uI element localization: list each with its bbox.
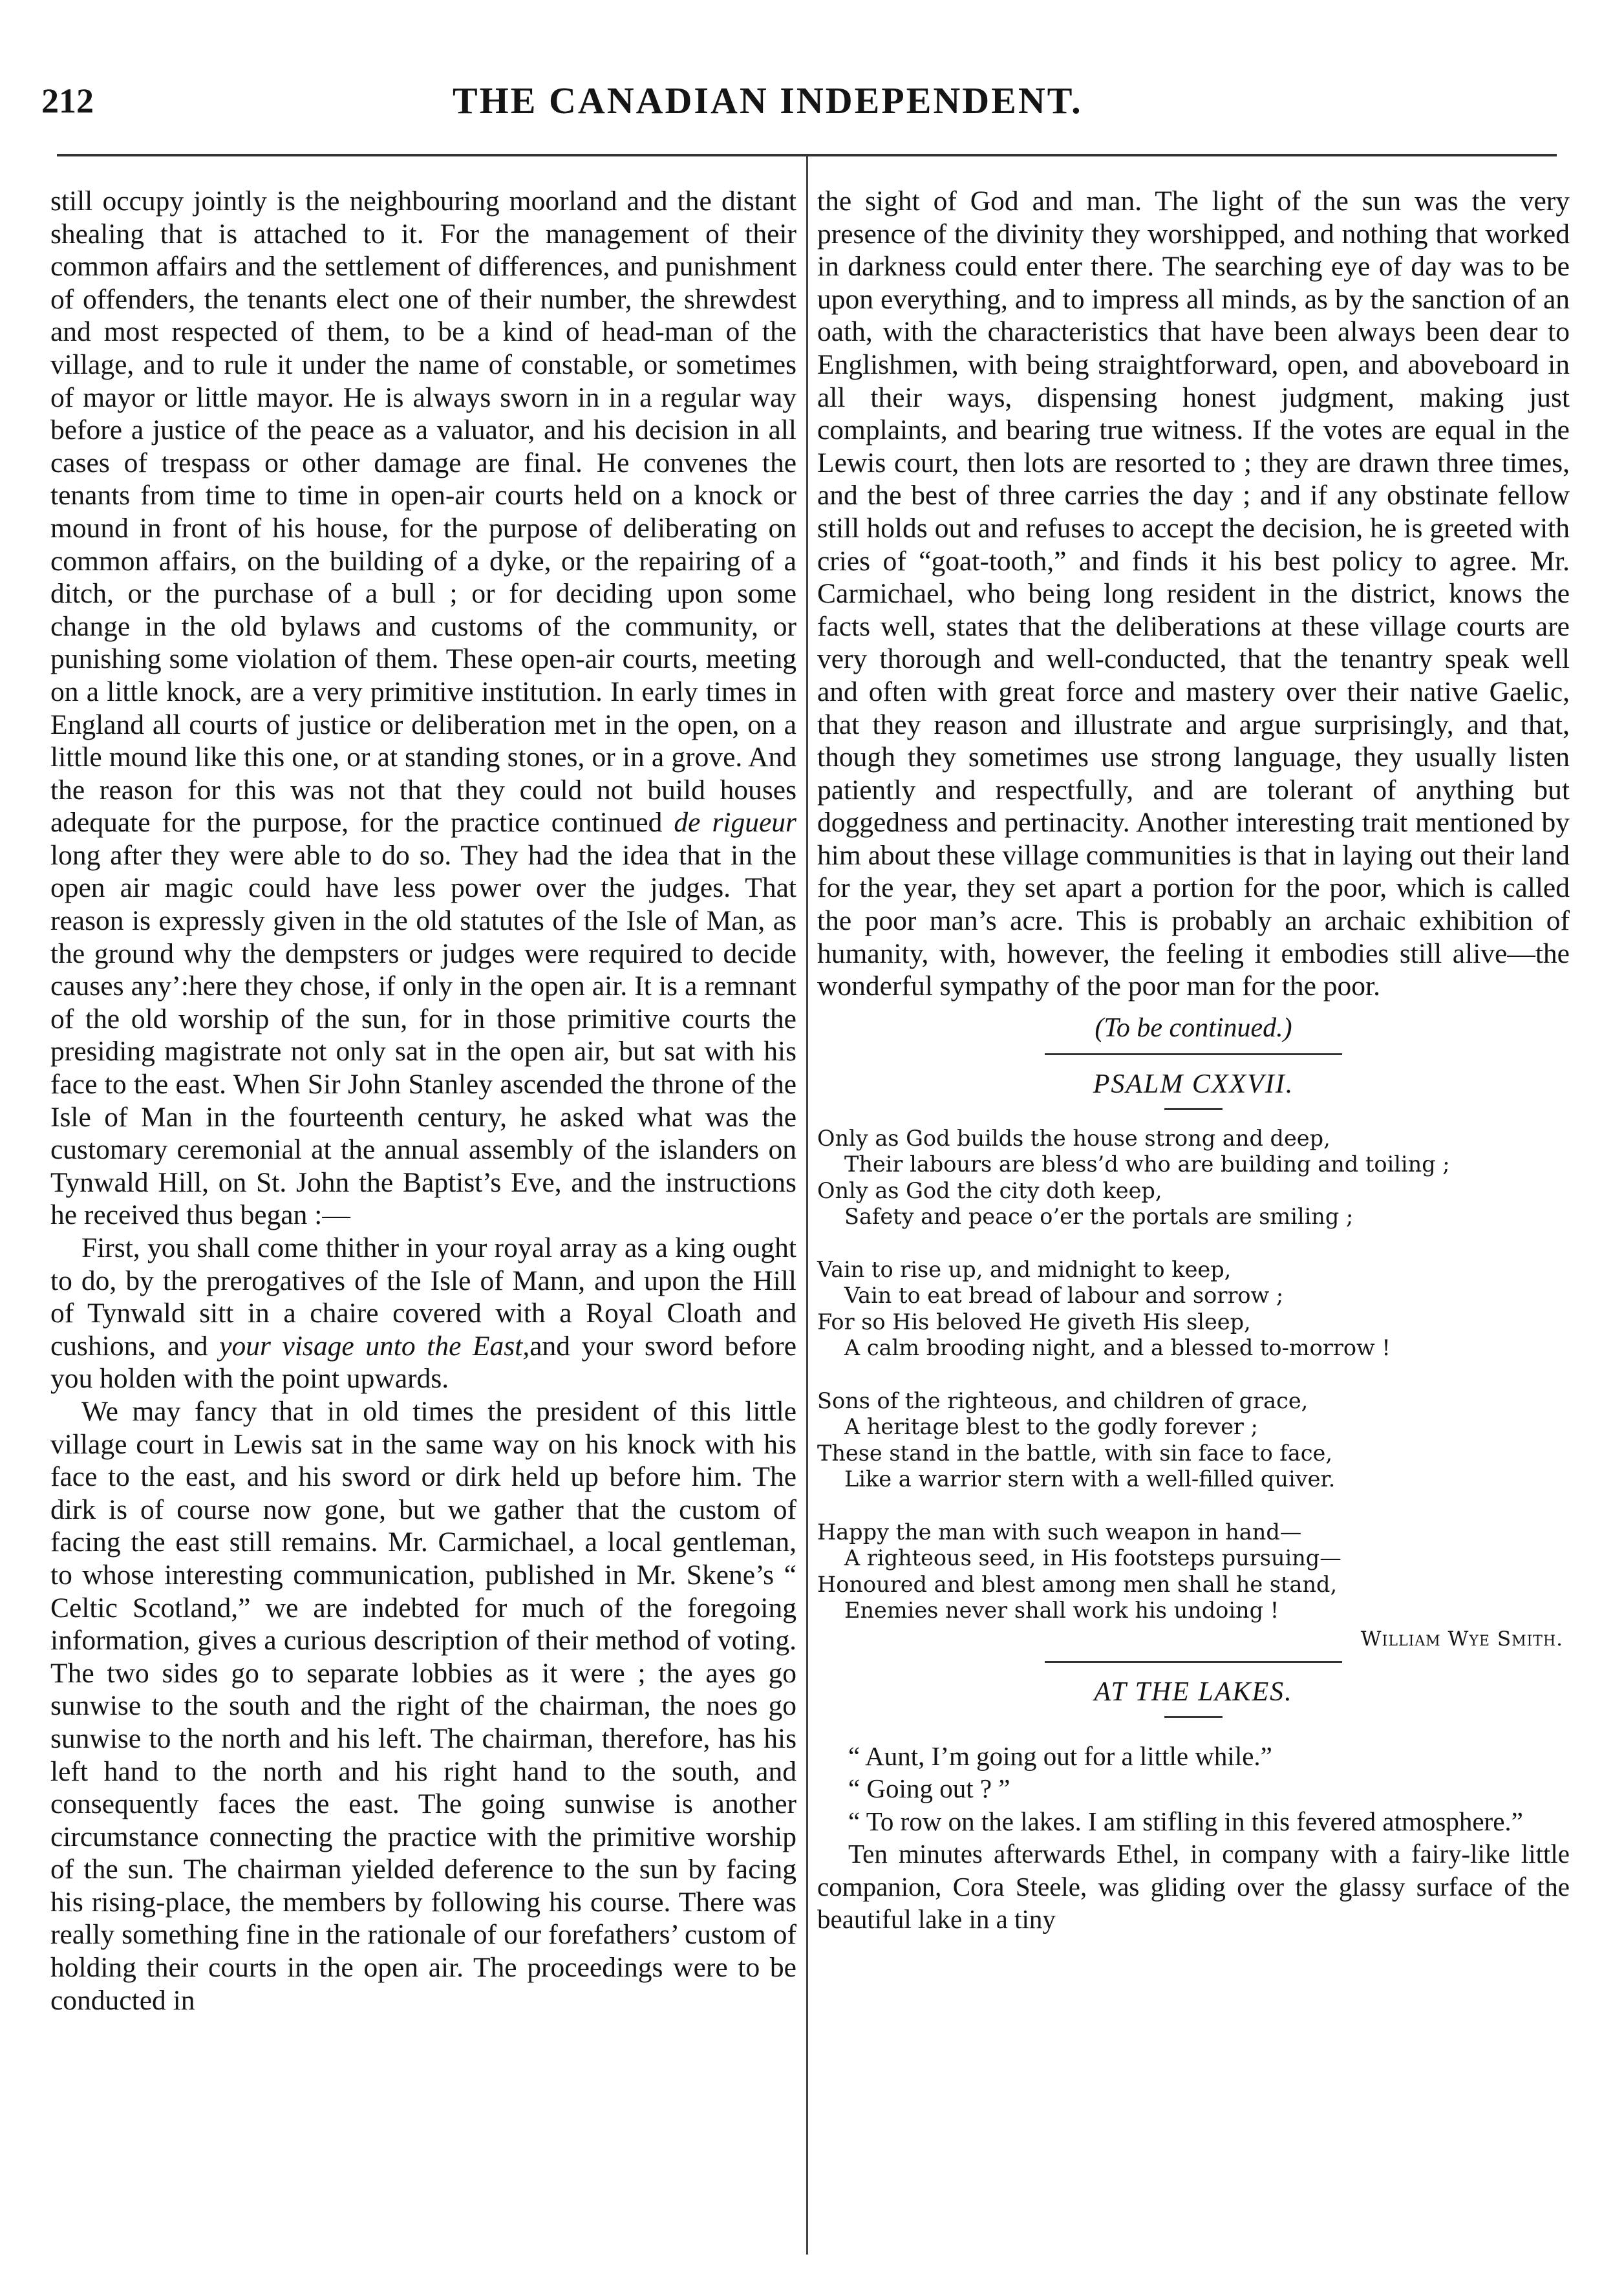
poem-line: A righteous seed, in His footsteps pursuing—: [844, 1545, 1341, 1571]
poem-line: Vain to eat bread of labour and sorrow ;: [844, 1283, 1284, 1309]
paragraph-text: long after they were able to do so. They had the idea that in the open air magic could have less power over the judges. That reason is expressly given in the old statutes of the Isle of Man, as the ground why the dempsters or judges were required to decide causes any’:here they chose, if only in the open air. It is a remnant of the old worship of the sun, for in those primitive courts the presiding magistrate not only sat in the open air, but sat with his face to the east. When Sir John Stanley ascended the throne of the Isle of Man in the fourteenth century, he asked what was the customary ceremonial at the annual assembly of the islanders on Tynwald Hill, on St. John the Baptist’s Eve, and the instructions he received thus began :—: [50, 839, 796, 1231]
poem-title: PSALM CXXVII.: [1093, 1069, 1294, 1099]
section-rule: [1045, 1053, 1342, 1055]
column-divider: [806, 156, 808, 2255]
poem-stanza: [817, 1388, 1570, 1493]
story-paragraph: “ Going out ? ”: [848, 1774, 1010, 1804]
poem-line: Their labours are bless’d who are building and toiling ;: [844, 1152, 1450, 1177]
poem-line: Honoured and blest among men shall he stand,: [817, 1571, 1338, 1597]
poem-line: Happy the man with such weapon in hand—: [817, 1519, 1302, 1545]
paragraph-text: First, you shall come thither in your royal array as a king ought to do, by the prerogatives of the Isle of Mann, and upon the Hill of Tynwald sitt in a chaire covered with a Royal Cloath and cushions, and: [50, 1232, 796, 1362]
left-column: [50, 185, 796, 2017]
story-title: AT THE LAKES.: [1094, 1677, 1293, 1707]
right-column: [817, 185, 1570, 1936]
story-paragraph: “ Aunt, I’m going out for a little while.”: [848, 1741, 1272, 1771]
poem-stanza: [817, 1257, 1570, 1362]
title-rule: [1164, 1108, 1223, 1110]
poem-line: Vain to rise up, and midnight to keep,: [817, 1256, 1232, 1282]
poem-line: Only as God builds the house strong and deep,: [817, 1125, 1330, 1151]
poem-line: Only as God the city doth keep,: [817, 1177, 1162, 1203]
poem-line: These stand in the battle, with sin face to face,: [817, 1440, 1333, 1466]
poem-line: Safety and peace o’er the portals are smiling ;: [844, 1204, 1354, 1230]
poem-line: A calm brooding night, and a blessed to-morrow !: [844, 1335, 1391, 1361]
poem-stanza: [817, 1519, 1570, 1624]
poem-line: Like a warrior stern with a well-filled quiver.: [844, 1466, 1336, 1492]
italic-phrase: your visage unto the East,: [219, 1330, 530, 1362]
article-paragraph: the sight of God and man. The light of the sun was the very presence of the divinity they worshipped, and nothing that worked in darkness could enter there. The searching eye of day was to be upon everything, and to impress all minds, as by the sanction of an oath, with the characteristics that have been always been dear to Englishmen, with being straightforward, open, and aboveboard in all their ways, dispensing honest judgment, making just complaints, and bearing true witness. If the votes are equal in the Lewis court, then lots are resorted to ; they are drawn three times, and the best of three carries the day ; and if any obstinate fellow still holds out and refuses to accept the decision, he is greeted with cries of “goat-tooth,” and finds it his best policy to agree. Mr. Carmichael, who being long resident in the district, knows the facts well, states that the deliberations at these village courts are very thorough and well-conducted, that the tenantry speak well and often with great force and mastery over their native Gaelic, that they reason and illustrate and argue surprisingly, and that, though they sometimes use strong language, they usually listen patiently and respectfully, and are tolerant of anything but doggedness and pertinacity. Another interesting trait mentioned by him about these village communities is that in laying out their land for the year, they set apart a portion for the poor, which is called the poor man’s acre. This is probably an archaic exhibition of humanity, with, however, the feeling it embodies still alive—the wonderful sympathy of the poor man for the poor.: [817, 186, 1570, 1002]
page-number: 212: [41, 81, 94, 120]
paragraph-text: still occupy jointly is the neighbouring moorland and the distant shealing that is attached to it. For the management of their common affairs and the settlement of differences, and punishment of offenders, the tenants elect one of their number, the shrewdest and most respected of them, to be a kind of head-man of the village, and to rule it under the name of constable, or sometimes of mayor or little mayor. He is always sworn in in a regular way before a justice of the peace as a valuator, and his decision in all cases of trespass or other damage are final. He convenes the tenants from time to time in open-air courts held on a knock or mound in front of his house, for the purpose of deliberating on common affairs, on the building of a dyke, or the repairing of a ditch, or the purchase of a bull ; or for deciding upon some change in the old bylaws and customs of the community, or punishing some violation of them. These open-air courts, meeting on a little knock, are a very primitive institution. In early times in England all courts of justice or deliberation met in the open, on a little mound like this one, or at standing stones, or in a grove. And the reason for this was not that they could not build houses adequate for the purpose, for the practice continued: [50, 186, 796, 839]
article-paragraph: We may fancy that in old times the president of this little village court in Lewis sat in the same way on his knock with his face to the east, and his sword or dirk held up before him. The dirk is of course now gone, but we gather that the custom of facing the east still remains. Mr. Carmichael, a local gentleman, to whose interesting communication, published in Mr. Skene’s “ Celtic Scotland,” we are indebted for much of the foregoing information, gives a curious description of their method of voting. The two sides go to separate lobbies as it were ; the ayes go sunwise to the south and the right of the chairman, the noes go sunwise to the north and his left. The chairman, therefore, has his left hand to the north and his right hand to the south, and consequently faces the east. The going sunwise is another circumstance connecting the practice with the primitive worship of the sun. The chairman yielded deference to the sun by facing his rising-place, the members by following his course. There was really something fine in the rationale of our forefathers’ custom of holding their courts in the open air. The proceedings were to be conducted in: [50, 1395, 796, 2016]
poem-line: A heritage blest to the godly forever ;: [844, 1414, 1258, 1440]
poem-stanza: [817, 1126, 1570, 1230]
title-rule: [1164, 1716, 1223, 1718]
poem-author: William Wye Smith.: [1360, 1627, 1563, 1651]
poem-line: For so His beloved He giveth His sleep,: [817, 1309, 1251, 1334]
italic-phrase: de rigueur: [674, 807, 796, 839]
story-paragraph: “ To row on the lakes. I am stifling in this fevered atmosphere.”: [848, 1806, 1523, 1836]
article-paragraph: [50, 1232, 796, 1395]
poem: [817, 1126, 1570, 1652]
story-body: [817, 1740, 1570, 1936]
to-be-continued-note: (To be continued.): [1095, 1013, 1292, 1043]
poem-line: Sons of the righteous, and children of grace,: [817, 1388, 1309, 1413]
paragraph-text: and your sword before you holden with the point upwards.: [50, 1330, 797, 1395]
section-rule: [1045, 1661, 1342, 1663]
publication-title: THE CANADIAN INDEPENDENT.: [453, 80, 1083, 122]
article-paragraph: [50, 185, 796, 1232]
story-paragraph: Ten minutes afterwards Ethel, in company with a fairy-like little companion, Cora Steele, was gliding over the glassy surface of the beautiful lake in a tiny: [817, 1839, 1570, 1935]
poem-line: Enemies never shall work his undoing !: [844, 1598, 1279, 1624]
